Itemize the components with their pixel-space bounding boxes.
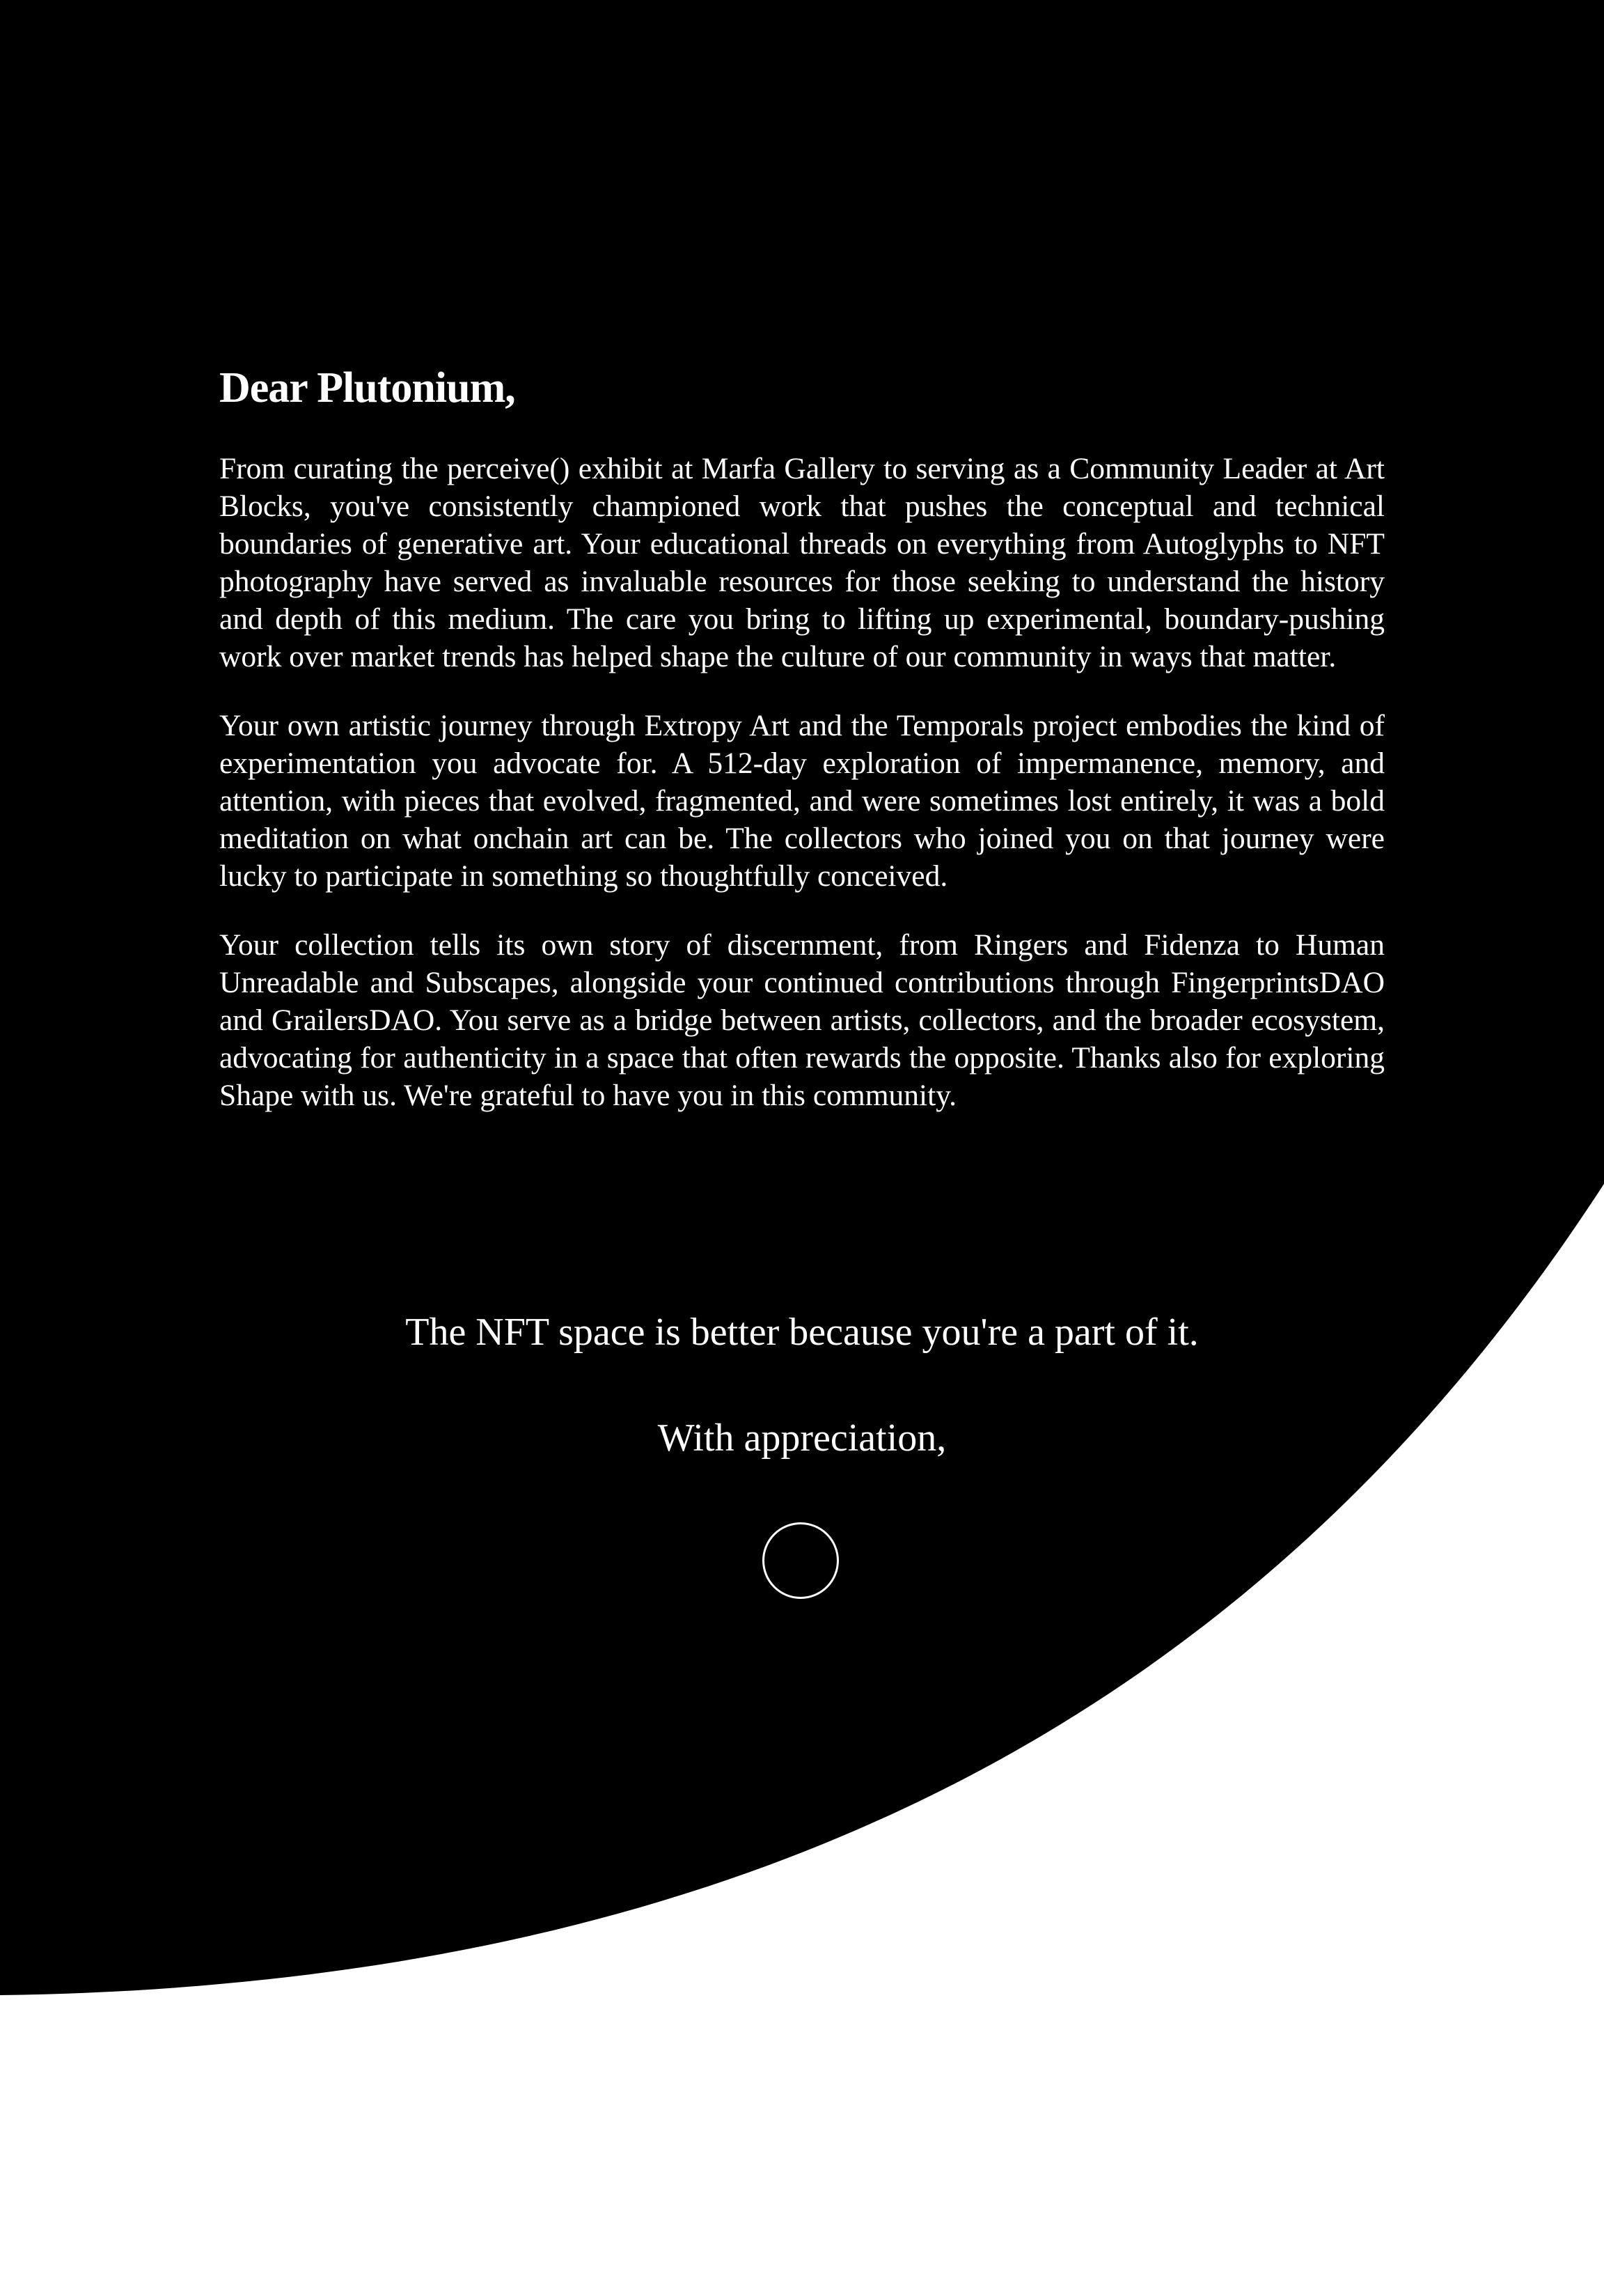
tagline: The NFT space is better because you're a part of it. [405,1311,1199,1354]
circle-icon [762,1522,839,1599]
paragraph-2: Your own artistic journey through Extropy Art and the Temporals project embodies the kind of experimentation you advocate for. A 512-day exploration of impermanence, memory, and attention, with pieces that evolved, fragmented, and were sometimes lost entirely, it was a bold meditation on what onchain art can be. The collectors who joined you on that journey were lucky to participate in something so thoughtfully conceived. [219,709,1385,893]
paragraph-1: From curating the perceive() exhibit at Marfa Gallery to serving as a Community Leader at Art Blocks, you've consistently championed work that pushes the conceptual and technical boundaries of generative art. Your educational threads on everything from Autoglyphs to NFT photography have served as invaluable resources for those seeking to understand the history and depth of this medium. The care you bring to lifting up experimental, boundary-pushing work over market trends has helped shape the culture of our community in ways that matter. [219,452,1385,674]
letter-body [219,362,1385,1146]
greeting: Dear Plutonium, [219,364,515,412]
paragraph-3: Your collection tells its own story of discernment, from Ringers and Fidenza to Human Unreadable and Subscapes, alongside your continued contributions through FingerprintsDAO and GrailersDAO. You serve as a bridge between artists, collectors, and the broader ecosystem, advocating for authenticity in a space that often rewards the opposite. Thanks also for exploring Shape with us. We're grateful to have you in this community. [219,928,1385,1113]
signoff: With appreciation, [657,1416,947,1460]
